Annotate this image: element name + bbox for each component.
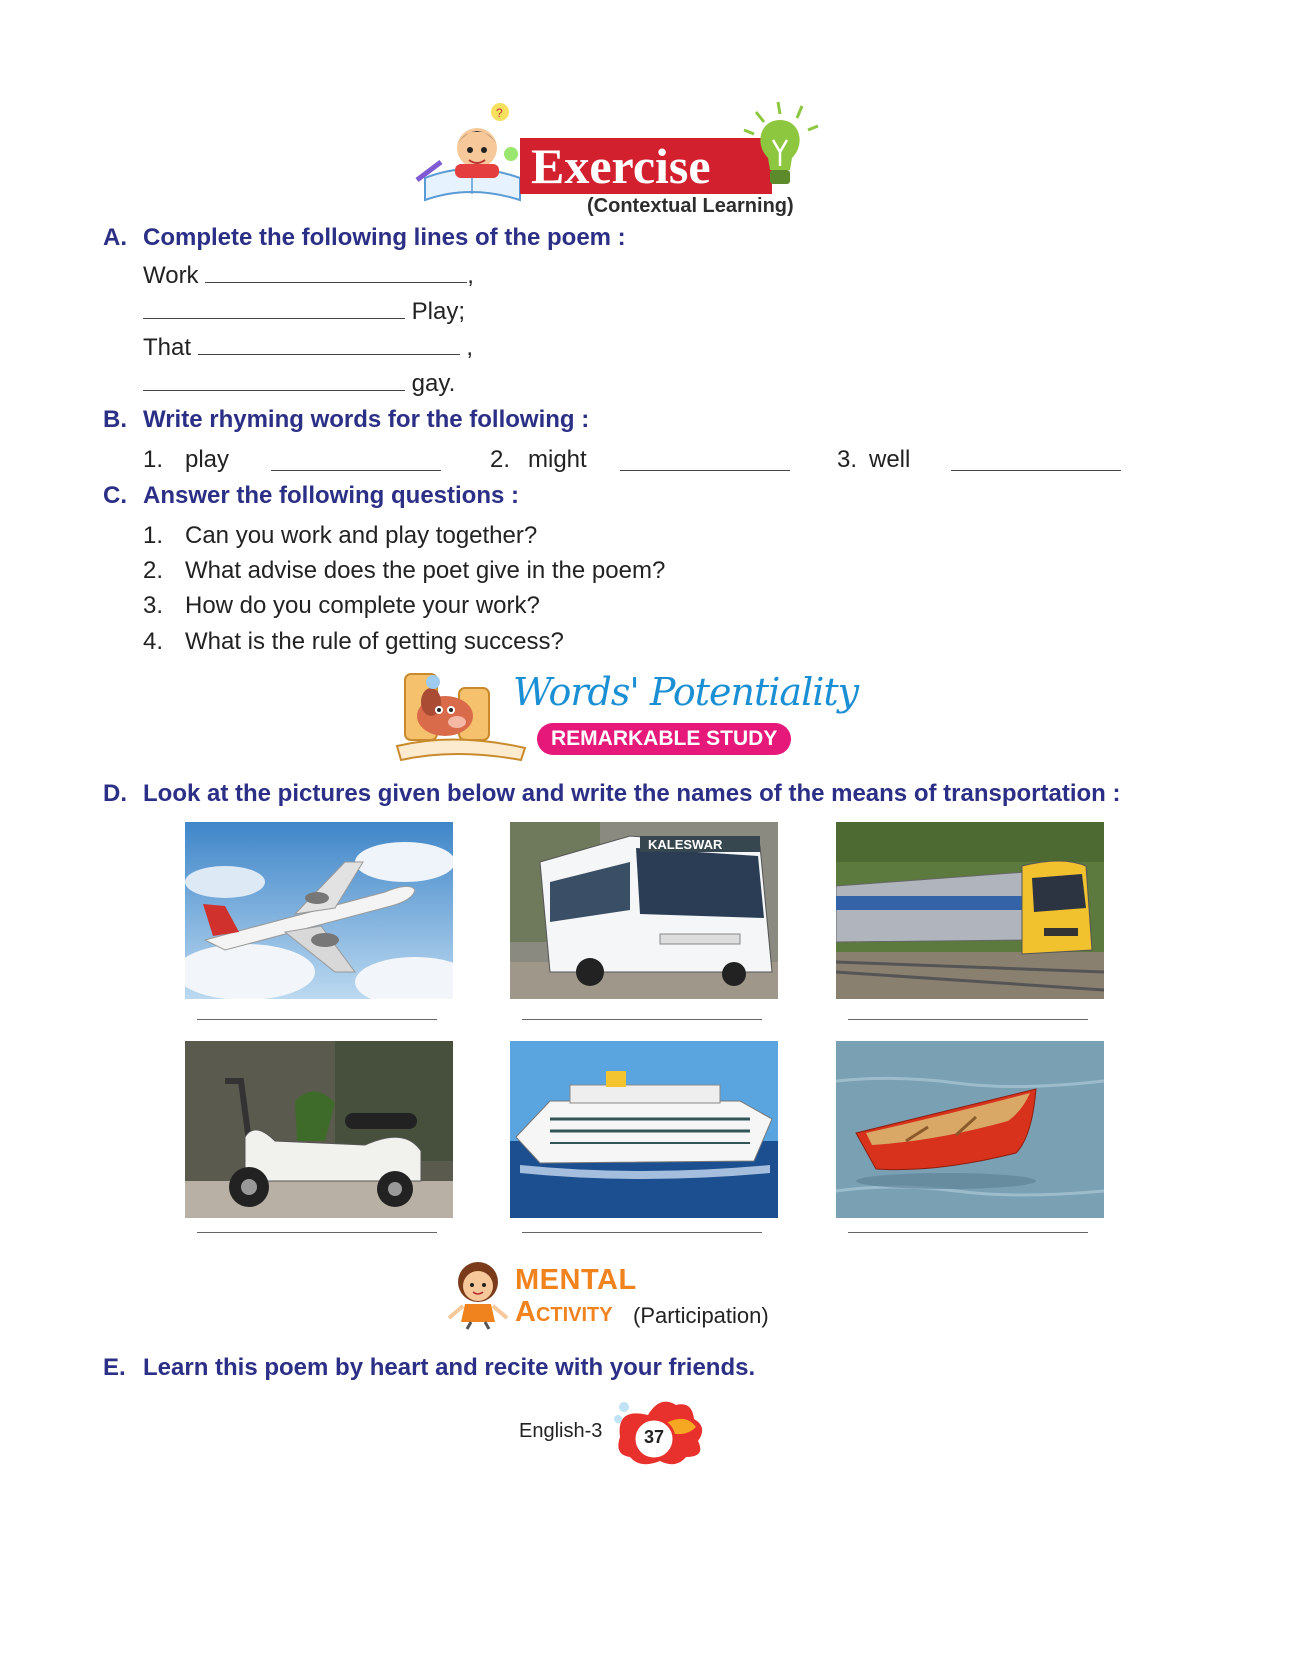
section-a-heading-text: Complete the following lines of the poem : <box>143 224 626 251</box>
ship-picture <box>510 1041 778 1218</box>
svg-text:?: ? <box>496 106 503 120</box>
aeroplane-picture <box>185 822 453 999</box>
rhyme-word: play <box>185 446 230 473</box>
question-item <box>143 557 665 585</box>
rhyme-blank[interactable] <box>951 452 1121 471</box>
light-bulb-icon <box>740 100 825 195</box>
answer-line[interactable] <box>848 1019 1088 1020</box>
rhyme-word: well <box>869 446 911 473</box>
child-reading-illustration <box>415 100 535 212</box>
words-potentiality-banner <box>395 668 859 768</box>
poem-line <box>143 298 465 326</box>
dog-reading-illustration <box>395 668 530 766</box>
question-number: 2. <box>143 557 164 584</box>
mental-activity-banner <box>445 1258 795 1338</box>
section-c-heading-text: Answer the following questions : <box>143 482 520 509</box>
answer-line[interactable] <box>197 1019 437 1020</box>
question-text: What advise does the poet give in the poem? <box>185 557 666 584</box>
poem-line-end: , <box>459 334 474 361</box>
remarkable-study-badge: REMARKABLE STUDY <box>537 723 791 755</box>
activity-word: Activity <box>515 1296 613 1328</box>
section-b-heading <box>103 406 589 434</box>
book-label: English-3 <box>519 1420 603 1442</box>
exercise-banner <box>415 100 825 222</box>
answer-line[interactable] <box>522 1019 762 1020</box>
words-potentiality-title: Words' Potentiality <box>513 670 859 714</box>
poem-line-start: Work <box>143 262 199 289</box>
bus-picture <box>510 822 778 999</box>
section-a-letter: A. <box>103 224 127 251</box>
section-c-heading <box>103 482 519 510</box>
question-item <box>143 628 564 656</box>
scooter-picture <box>185 1041 453 1218</box>
question-item <box>143 592 540 620</box>
page-number: 37 <box>643 1427 665 1447</box>
answer-line[interactable] <box>197 1232 437 1233</box>
exercise-title: Exercise <box>531 138 711 194</box>
answer-line[interactable] <box>848 1232 1088 1233</box>
poem-blank[interactable] <box>143 372 405 391</box>
section-b-letter: B. <box>103 406 127 433</box>
rhyme-item <box>490 446 587 474</box>
answer-line[interactable] <box>522 1232 762 1233</box>
question-number: 1. <box>143 522 164 549</box>
section-d-heading-text: Look at the pictures given below and write the names of the means of transportation : <box>143 780 1121 807</box>
girl-illustration <box>445 1258 511 1330</box>
rhyme-number: 2. <box>490 446 511 473</box>
rhyme-blank[interactable] <box>620 452 790 471</box>
section-d-letter: D. <box>103 780 127 807</box>
rhyme-item <box>837 446 910 474</box>
participation-note: (Participation) <box>633 1303 769 1328</box>
poem-line <box>143 262 474 290</box>
poem-line-start: That <box>143 334 192 361</box>
poem-line <box>143 334 473 362</box>
question-text: What is the rule of getting success? <box>185 628 564 655</box>
poem-line-end: , <box>467 262 474 289</box>
poem-blank[interactable] <box>143 300 405 319</box>
question-number: 3. <box>143 592 164 619</box>
question-text: Can you work and play together? <box>185 522 538 549</box>
question-number: 4. <box>143 628 164 655</box>
poem-line-end: Play; <box>411 298 466 325</box>
rhyme-item <box>143 446 229 474</box>
poem-line <box>143 370 455 398</box>
section-e-heading-text: Learn this poem by heart and recite with your friends. <box>143 1354 756 1381</box>
section-c-letter: C. <box>103 482 127 509</box>
rhyme-number: 1. <box>143 446 164 473</box>
poem-blank[interactable] <box>198 336 460 355</box>
rhyme-number: 3. <box>837 446 858 473</box>
section-e-letter: E. <box>103 1354 126 1381</box>
section-b-heading-text: Write rhyming words for the following : <box>143 406 590 433</box>
train-picture <box>836 822 1104 999</box>
exercise-subtitle: (Contextual Learning) <box>587 195 794 217</box>
section-d-heading <box>103 780 1120 808</box>
boat-picture <box>836 1041 1104 1218</box>
rhyme-blank[interactable] <box>271 452 441 471</box>
poem-line-end: gay. <box>411 370 456 397</box>
poem-blank[interactable] <box>205 264 467 283</box>
bus-destination-sign: KALESWAR <box>648 837 723 852</box>
rhyme-word: might <box>528 446 587 473</box>
section-a-heading <box>103 224 626 252</box>
question-item <box>143 522 537 550</box>
question-text: How do you complete your work? <box>185 592 540 619</box>
section-e-heading <box>103 1354 755 1382</box>
mental-word: MENTAL <box>515 1264 637 1296</box>
